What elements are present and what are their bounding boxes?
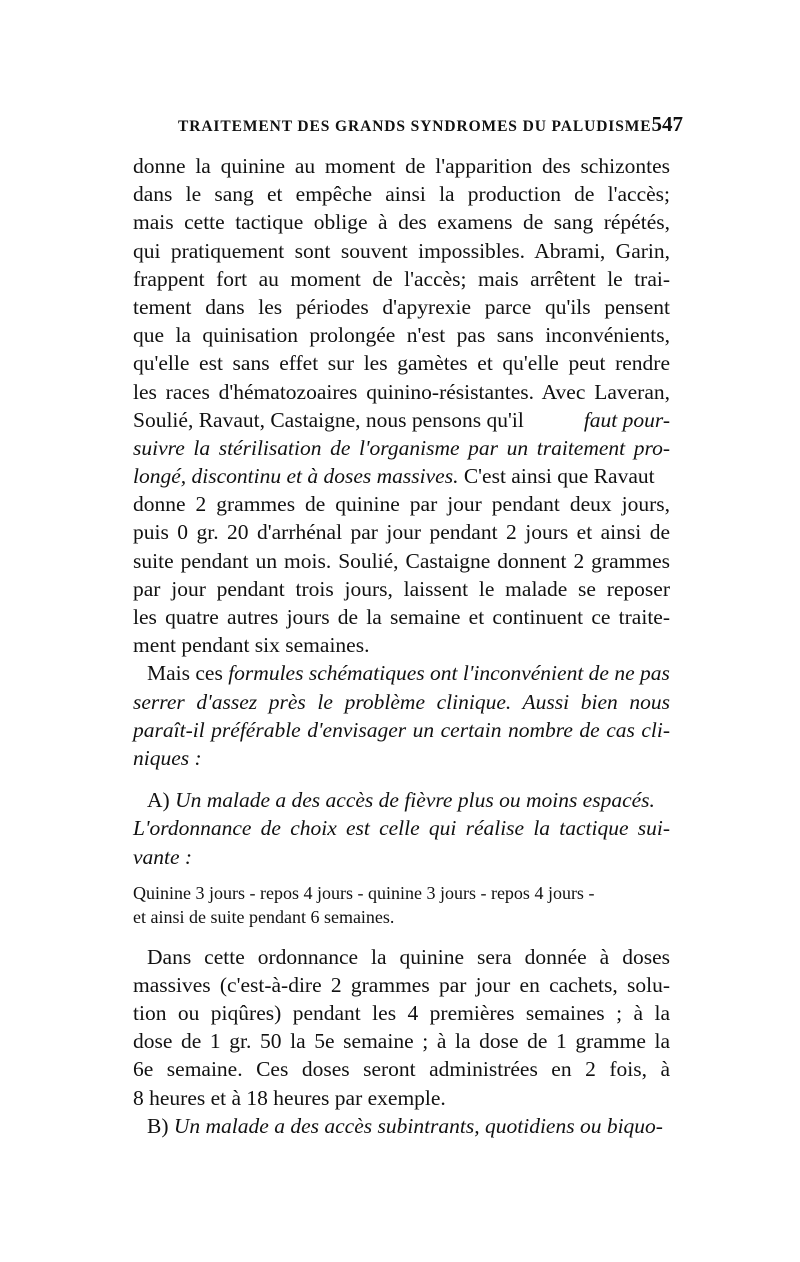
text-line: frappent fort au moment de l'accès; mais arrêtent le trai-	[133, 266, 670, 291]
text-line: Dans cette ordonnance la quinine sera donnée à doses	[147, 944, 670, 969]
spacer	[133, 772, 670, 786]
italic-line: niques :	[133, 745, 202, 770]
case-label: A)	[147, 788, 170, 813]
text-line: ment pendant six semaines.	[133, 633, 370, 658]
text-line	[133, 786, 670, 814]
text-line: dose de 1 gr. 50 la 5e semaine ; à la dose de 1 gramme la	[133, 1029, 670, 1054]
italic-line: suivre la stérilisation de l'organisme par un traitement pro-	[133, 435, 670, 460]
text-line	[133, 1112, 670, 1140]
text-line: suite pendant un mois. Soulié, Castaigne donnent 2 grammes	[133, 548, 670, 573]
italic-segment: longé, discontinu et à doses massives.	[133, 464, 459, 489]
text-line: les quatre autres jours de la semaine et continuent ce traite-	[133, 605, 670, 629]
italic-segment: formules schématiques ont l'inconvénient de ne pas	[222, 661, 670, 686]
text-line: dans le sang et empêche ainsi la production de l'accès;	[133, 182, 670, 207]
text-line: 8 heures et à 18 heures par exemple.	[133, 1085, 446, 1110]
text-line: par jour pendant trois jours, laissent le malade se reposer	[133, 576, 670, 601]
page-number: 547	[651, 112, 684, 136]
text-segment: C'est ainsi que Ravaut	[458, 464, 655, 489]
paragraph-3	[133, 943, 670, 1112]
text-line	[133, 406, 670, 434]
running-title: TRAITEMENT DES GRANDS SYNDROMES DU PALUDISME	[178, 118, 652, 135]
text-line: tion ou piqûres) pendant les 4 premières semaines ; à la	[133, 1001, 670, 1026]
case-a	[133, 786, 670, 871]
prescription-block	[133, 881, 670, 929]
text-line: 6e semaine. Ces doses seront administrées en 2 fois, à	[133, 1057, 670, 1082]
case-label: B)	[147, 1113, 169, 1138]
text-line: mais cette tactique oblige à des examens de sang répétés,	[133, 210, 670, 235]
spacer	[133, 871, 670, 881]
text-segment: Soulié, Ravaut, Castaigne, nous pensons qu'il	[133, 407, 524, 432]
italic-segment: Un malade a des accès subintrants, quotidiens ou biquo-	[168, 1113, 663, 1138]
italic-line: paraît-il préférable d'envisager un certain nombre de cas cli-	[133, 717, 670, 742]
text-line: puis 0 gr. 20 d'arrhénal par jour pendant 2 jours et ainsi de	[133, 520, 670, 545]
prescription-line: Quinine 3 jours - repos 4 jours - quinine 3 jours - repos 4 jours -	[133, 882, 595, 903]
text-line: qu'elle est sans effet sur les gamètes et qu'elle peut rendre	[133, 351, 670, 376]
running-header	[178, 112, 684, 137]
paragraph-2	[133, 659, 670, 772]
text-line: les races d'hématozoaires quinino-résistantes. Avec Laveran,	[133, 379, 670, 404]
text-line: que la quinisation prolongée n'est pas sans inconvénients,	[133, 323, 670, 348]
italic-line: L'ordonnance de choix est celle qui réalise la tactique sui-	[133, 816, 670, 841]
text-line: massives (c'est-à-dire 2 grammes par jour en cachets, solu-	[133, 972, 670, 997]
text-line	[133, 462, 670, 490]
italic-line: vante :	[133, 844, 193, 869]
text-line: donne 2 grammes de quinine par jour pendant deux jours,	[133, 492, 670, 517]
text-line: tement dans les périodes d'apyrexie parce qu'ils pensent	[133, 294, 670, 319]
text-segment: Mais ces	[147, 661, 223, 686]
spacer	[133, 929, 670, 943]
italic-segment: Un malade a des accès de fièvre plus ou moins espacés.	[169, 788, 655, 813]
text-line	[133, 659, 670, 687]
text-line: qui pratiquement sont souvent impossibles. Abrami, Garin,	[133, 238, 670, 263]
page-body	[133, 152, 670, 1140]
text-line: donne la quinine au moment de l'apparition des schizontes	[133, 154, 670, 178]
paragraph-1	[133, 152, 670, 659]
italic-segment: faut pour-	[583, 407, 670, 432]
italic-line: serrer d'assez près le problème clinique. Aussi bien nous	[133, 689, 670, 714]
prescription-line: et ainsi de suite pendant 6 semaines.	[133, 906, 395, 927]
case-b	[133, 1112, 670, 1140]
